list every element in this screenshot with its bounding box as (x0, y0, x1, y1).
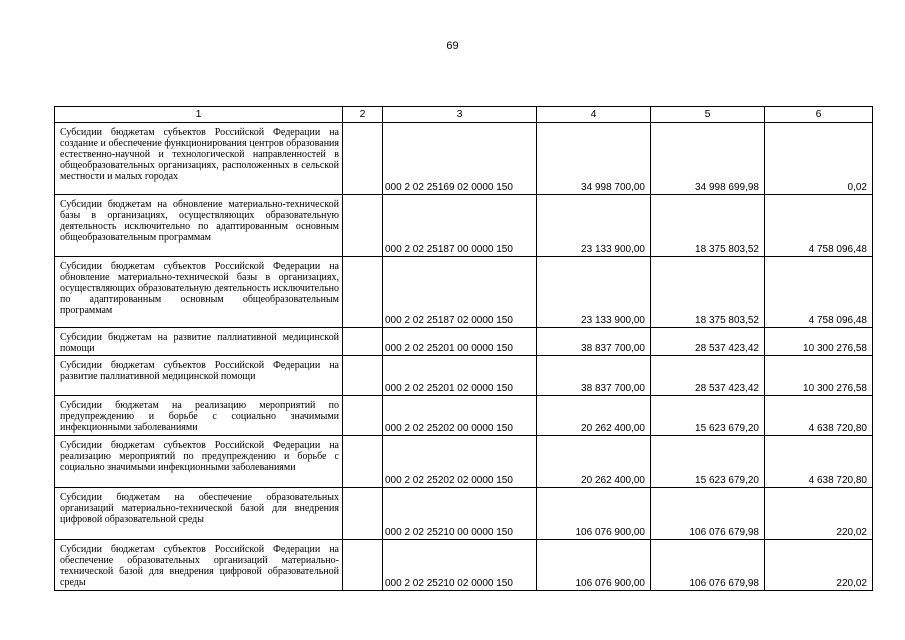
budget-code-cell: 000 2 02 25187 02 0000 150 (383, 257, 537, 328)
column-2-cell (343, 328, 383, 356)
budget-code-cell: 000 2 02 25201 00 0000 150 (383, 328, 537, 356)
planned-amount-cell: 106 076 900,00 (537, 540, 651, 591)
page-number: 69 (446, 40, 459, 52)
table-body (55, 123, 873, 591)
column-header-2: 2 (343, 107, 383, 123)
budget-code-cell: 000 2 02 25187 00 0000 150 (383, 195, 537, 257)
description-cell: Субсидии бюджетам на обеспечение образовательных организаций материально-технической базой для внедрения цифровой образовательной среды (55, 488, 343, 540)
planned-amount-cell: 34 998 700,00 (537, 123, 651, 195)
column-header-4: 4 (537, 107, 651, 123)
description-cell: Субсидии бюджетам на реализацию мероприятий по предупреждению и борьбе с социально значимыми инфекционными заболеваниями (55, 396, 343, 436)
remaining-amount-cell: 220,02 (765, 488, 873, 540)
planned-amount-cell: 106 076 900,00 (537, 488, 651, 540)
executed-amount-cell: 18 375 803,52 (651, 195, 765, 257)
remaining-amount-cell: 4 638 720,80 (765, 396, 873, 436)
budget-code-cell: 000 2 02 25202 00 0000 150 (383, 396, 537, 436)
column-header-3: 3 (383, 107, 537, 123)
executed-amount-cell: 15 623 679,20 (651, 436, 765, 488)
executed-amount-cell: 15 623 679,20 (651, 396, 765, 436)
column-2-cell (343, 488, 383, 540)
table-row (55, 540, 873, 591)
budget-code-cell: 000 2 02 25201 02 0000 150 (383, 356, 537, 396)
planned-amount-cell: 23 133 900,00 (537, 257, 651, 328)
column-2-cell (343, 396, 383, 436)
budget-code-cell: 000 2 02 25202 02 0000 150 (383, 436, 537, 488)
remaining-amount-cell: 220,02 (765, 540, 873, 591)
planned-amount-cell: 20 262 400,00 (537, 436, 651, 488)
table-header-row (55, 107, 873, 123)
remaining-amount-cell: 10 300 276,58 (765, 356, 873, 396)
table-row (55, 123, 873, 195)
table-row (55, 436, 873, 488)
column-header-1: 1 (55, 107, 343, 123)
planned-amount-cell: 38 837 700,00 (537, 356, 651, 396)
remaining-amount-cell: 4 758 096,48 (765, 257, 873, 328)
remaining-amount-cell: 10 300 276,58 (765, 328, 873, 356)
description-cell: Субсидии бюджетам на развитие паллиативной медицинской помощи (55, 328, 343, 356)
budget-table (54, 106, 873, 591)
table-row (55, 488, 873, 540)
planned-amount-cell: 23 133 900,00 (537, 195, 651, 257)
description-cell: Субсидии бюджетам субъектов Российской Федерации на реализацию мероприятий по предупреждению и борьбе с социально значимыми инфекционными заболеваниями (55, 436, 343, 488)
column-2-cell (343, 257, 383, 328)
executed-amount-cell: 34 998 699,98 (651, 123, 765, 195)
column-2-cell (343, 356, 383, 396)
column-2-cell (343, 123, 383, 195)
column-2-cell (343, 436, 383, 488)
executed-amount-cell: 106 076 679,98 (651, 488, 765, 540)
executed-amount-cell: 28 537 423,42 (651, 328, 765, 356)
description-cell: Субсидии бюджетам субъектов Российской Федерации на развитие паллиативной медицинской помощи (55, 356, 343, 396)
description-cell: Субсидии бюджетам субъектов Российской Федерации на создание и обеспечение функционирования центров образования естественно-научной и технологической направленностей в общеобразовательных организациях, расположенных в сельской местности и малых городах (55, 123, 343, 195)
column-header-5: 5 (651, 107, 765, 123)
executed-amount-cell: 18 375 803,52 (651, 257, 765, 328)
table-row (55, 328, 873, 356)
budget-code-cell: 000 2 02 25210 02 0000 150 (383, 540, 537, 591)
budget-code-cell: 000 2 02 25169 02 0000 150 (383, 123, 537, 195)
executed-amount-cell: 106 076 679,98 (651, 540, 765, 591)
budget-code-cell: 000 2 02 25210 00 0000 150 (383, 488, 537, 540)
planned-amount-cell: 38 837 700,00 (537, 328, 651, 356)
column-2-cell (343, 195, 383, 257)
table-row (55, 195, 873, 257)
table-row (55, 396, 873, 436)
description-cell: Субсидии бюджетам на обновление материально-технической базы в организациях, осуществляющих образовательную деятельность исключительно по адаптированным основным общеобразовательным программам (55, 195, 343, 257)
planned-amount-cell: 20 262 400,00 (537, 396, 651, 436)
column-2-cell (343, 540, 383, 591)
description-cell: Субсидии бюджетам субъектов Российской Федерации на обновление материально-технической базы в организациях, осуществляющих образовательную деятельность исключительно по адаптированным основным общеобразовательным программам (55, 257, 343, 328)
description-cell: Субсидии бюджетам субъектов Российской Федерации на обеспечение образовательных организаций материально-технической базой для внедрения цифровой образовательной среды (55, 540, 343, 591)
table-row (55, 356, 873, 396)
remaining-amount-cell: 4 638 720,80 (765, 436, 873, 488)
column-header-6: 6 (765, 107, 873, 123)
remaining-amount-cell: 4 758 096,48 (765, 195, 873, 257)
remaining-amount-cell: 0,02 (765, 123, 873, 195)
executed-amount-cell: 28 537 423,42 (651, 356, 765, 396)
table-row (55, 257, 873, 328)
